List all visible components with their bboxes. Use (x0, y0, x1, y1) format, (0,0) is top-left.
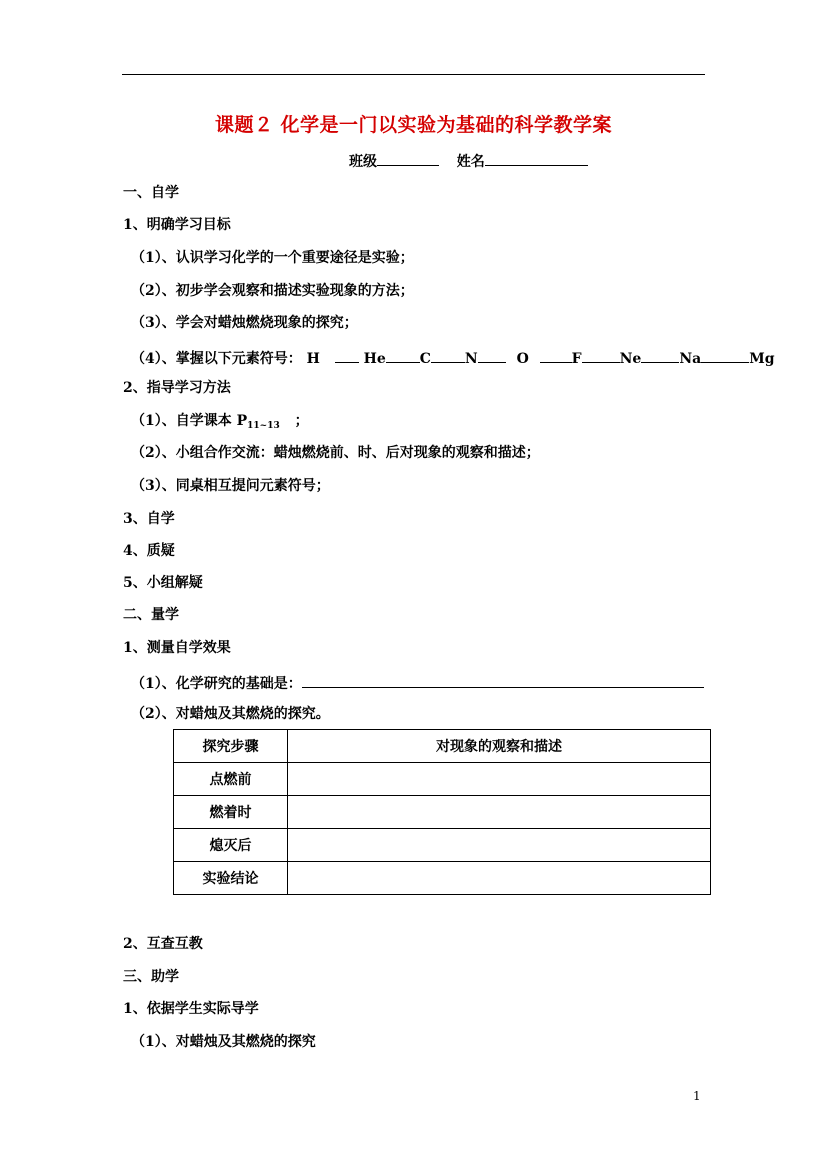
table-row (174, 862, 711, 895)
element-symbol: H (306, 351, 320, 367)
page-range-subscript: 11~13 (247, 421, 280, 431)
element-symbol: He (363, 351, 386, 367)
element-blank (431, 348, 465, 363)
section-heading: 三、助学 (123, 969, 179, 985)
method-item: （3）、同桌相互提问元素符号； (131, 478, 330, 494)
element-blank (335, 348, 359, 363)
name-label: 姓名 (456, 154, 485, 170)
element-blank (386, 348, 420, 363)
table-answer-cell (288, 763, 711, 796)
element-blank (641, 348, 679, 363)
table-row (174, 796, 711, 829)
element-symbol: O (516, 351, 529, 367)
table-header-cell: 探究步骤 (174, 730, 288, 763)
element-symbol: Ne (619, 351, 642, 367)
question-text: （1）、化学研究的基础是： (131, 676, 302, 692)
answer-blank (302, 673, 704, 688)
page-number: 1 (693, 1089, 701, 1103)
table-row-label: 熄灭后 (174, 829, 288, 862)
question-item: （2）、对蜡烛及其燃烧的探究。 (131, 706, 330, 722)
subsection-heading: 1、测量自学效果 (123, 640, 231, 656)
class-blank (377, 151, 439, 166)
element-symbol: C (419, 351, 431, 367)
element-symbol: Na (679, 351, 702, 367)
subsection-heading: 2、指导学习方法 (123, 380, 231, 396)
subsection-heading: 4、质疑 (123, 543, 175, 559)
method-item: （2）、小组合作交流：蜡烛燃烧前、时、后对现象的观察和描述； (131, 445, 540, 461)
section-heading: 一、自学 (123, 185, 179, 201)
section-heading: 二、量学 (123, 607, 179, 623)
goal-item: （1）、认识学习化学的一个重要途径是实验； (131, 250, 414, 266)
class-label: 班级 (349, 154, 377, 170)
question-item (131, 673, 704, 693)
table-row (174, 763, 711, 796)
goal-item: （2）、初步学会观察和描述实验现象的方法； (131, 283, 414, 299)
table-header-cell: 对现象的观察和描述 (288, 730, 711, 763)
element-symbol: F (571, 351, 582, 367)
header-rule (122, 74, 705, 75)
table-row (174, 829, 711, 862)
subsection-heading: 5、小组解疑 (123, 575, 203, 591)
table-answer-cell (288, 796, 711, 829)
element-blank (582, 348, 620, 363)
element-blank (540, 348, 572, 363)
name-blank (485, 151, 588, 166)
subsection-heading: 1、明确学习目标 (123, 217, 231, 233)
element-blank (478, 348, 506, 363)
table-row-label: 燃着时 (174, 796, 288, 829)
table-answer-cell (288, 862, 711, 895)
element-symbol: Mg (749, 351, 775, 367)
element-symbol: N (464, 351, 478, 367)
method-item-prefix: （1）、自学课本 P (131, 413, 248, 429)
student-info-line (349, 151, 588, 171)
method-item-suffix: ； (294, 413, 309, 429)
subsection-heading: 2、互查互教 (123, 936, 203, 952)
observation-table (173, 729, 711, 895)
page-title: 课题２ 化学是一门以实验为基础的科学教学案 (214, 114, 613, 136)
table-header-row (174, 730, 711, 763)
element-blank (701, 348, 749, 363)
table-answer-cell (288, 829, 711, 862)
goal-item-elements (131, 348, 775, 368)
guide-item: （1）、对蜡烛及其燃烧的探究 (131, 1034, 316, 1050)
goal-item-prefix: （4）、掌握以下元素符号： (131, 351, 302, 367)
method-item (131, 412, 309, 435)
table-row-label: 点燃前 (174, 763, 288, 796)
table-row-label: 实验结论 (174, 862, 288, 895)
subsection-heading: 1、依据学生实际导学 (123, 1001, 259, 1017)
goal-item: （3）、学会对蜡烛燃烧现象的探究； (131, 315, 358, 331)
subsection-heading: 3、自学 (123, 511, 175, 527)
